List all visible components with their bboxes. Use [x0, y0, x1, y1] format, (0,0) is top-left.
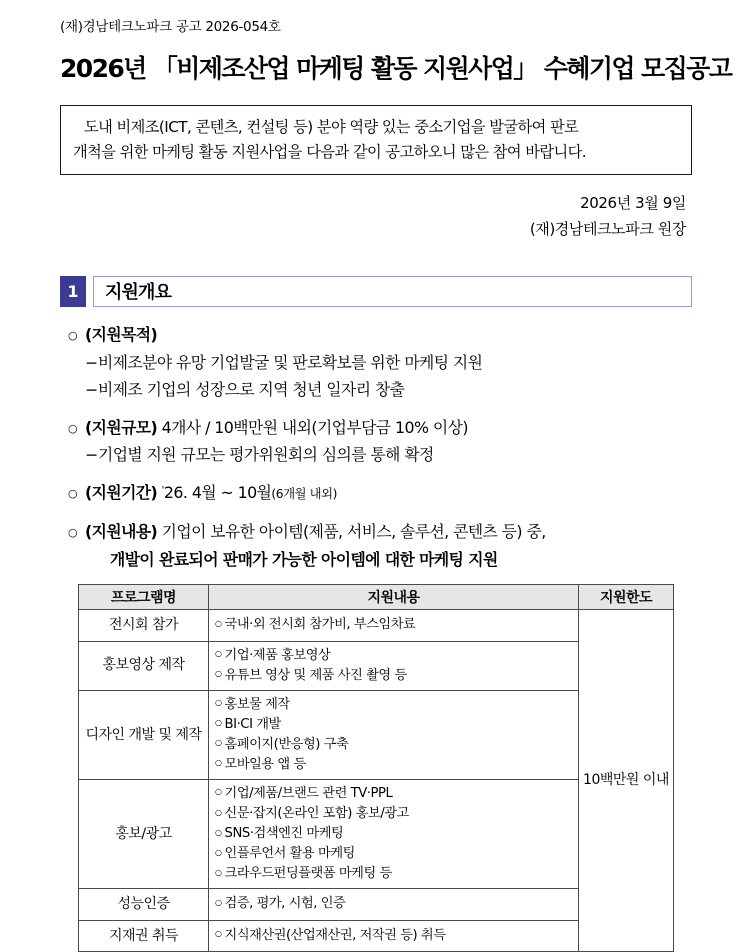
page-title: 2026년 「비제조산업 마케팅 활동 지원사업」 수혜기업 모집공고	[60, 53, 732, 83]
cell-program-name: 홍보영상 제작	[79, 641, 209, 690]
circle-bullet-icon: ○	[68, 328, 78, 342]
support-content-item: ○ 유튜브 영상 및 제품 사진 촬영 등	[215, 666, 576, 686]
circle-bullet-icon: ○	[68, 526, 78, 540]
intro-box	[60, 105, 692, 175]
period-text	[85, 481, 337, 506]
cell-support-limit: 10백만원 이내	[579, 610, 674, 952]
cell-support-content	[209, 641, 579, 690]
cell-support-content	[209, 779, 579, 888]
announcement-date: 2026년 3월 9일	[580, 194, 686, 213]
support-content-item: ○ BI·CI 개발	[215, 715, 576, 735]
cell-program-name: 디자인 개발 및 제작	[79, 690, 209, 779]
intro-line-1: 도내 비제조(ICT, 콘텐츠, 컨설팅 등) 분야 역량 있는 중소기업을 발굴하여 판로	[84, 117, 579, 136]
spacer	[60, 470, 692, 481]
purpose-item-1-text: 비제조분야 유망 기업발굴 및 판로확보를 위한 마케팅 지원	[98, 352, 483, 372]
bullet-period	[60, 481, 692, 506]
header-support-limit: 지원한도	[579, 585, 674, 610]
section-title-box	[93, 276, 692, 307]
header-support-content: 지원내용	[209, 585, 579, 610]
cell-support-content	[209, 889, 579, 920]
section-number-badge: 1	[60, 276, 86, 307]
period-note: (6개월 내외)	[271, 487, 338, 502]
support-content-item: ○ 인플루언서 활용 마케팅	[215, 844, 576, 864]
content-text	[85, 520, 546, 545]
scale-label: (지원규모)	[85, 417, 158, 437]
content-line-1: 기업이 보유한 아이템(제품, 서비스, 솔루션, 콘텐츠 등) 중,	[161, 522, 546, 542]
cell-support-content	[209, 610, 579, 641]
spacer	[60, 509, 692, 520]
dash-bullet-icon: −	[85, 446, 99, 465]
cell-program-name: 성능인증	[79, 889, 209, 920]
purpose-item-2-text: 비제조 기업의 성장으로 지역 청년 일자리 창출	[98, 379, 405, 399]
program-table	[78, 584, 674, 952]
scale-item-1	[60, 443, 692, 468]
support-content-item: ○ 국내·외 전시회 참가비, 부스임차료	[215, 615, 576, 635]
period-value: 26. 4월 ~ 10월	[163, 483, 272, 503]
support-content-item: ○ 크라우드펀딩플랫폼 마케팅 등	[215, 864, 576, 884]
purpose-label: (지원목적)	[85, 324, 158, 344]
support-content-item: ○ 기업/제품/브랜드 관련 TV·PPL	[215, 784, 576, 804]
cell-program-name: 지재권 취득	[79, 920, 209, 951]
section-header	[60, 276, 692, 307]
spacer	[60, 405, 692, 416]
signature-block	[60, 190, 692, 243]
period-label: (지원기간)	[85, 483, 158, 503]
support-content-item: ○ 검증, 평가, 시험, 인증	[215, 894, 576, 914]
program-table-wrapper	[60, 584, 692, 952]
document-number: (재)경남테크노파크 공고 2026-054호	[60, 19, 281, 35]
overview-bullet-list	[60, 323, 692, 574]
content-label: (지원내용)	[85, 522, 158, 542]
cell-program-name: 홍보/광고	[79, 779, 209, 888]
bullet-scale	[60, 416, 692, 441]
table-header-row	[79, 585, 674, 610]
support-content-item: ○ 홍보물 제작	[215, 695, 576, 715]
cell-support-content	[209, 690, 579, 779]
table-body	[79, 610, 674, 952]
issuer-name: (재)경남테크노파크 원장	[529, 220, 686, 239]
purpose-item-1	[60, 351, 692, 376]
header-program-name: 프로그램명	[79, 585, 209, 610]
table-row	[79, 610, 674, 641]
dash-bullet-icon: −	[85, 353, 99, 372]
support-content-item: ○ 지식재산권(산업재산권, 저작권 등) 취득	[215, 926, 576, 946]
scale-value: 4개사 / 10백만원 내외(기업부담금 10% 이상)	[161, 417, 468, 437]
content-line-2: 개발이 완료되어 판매가 가능한 아이템에 대한 마케팅 지원	[110, 550, 498, 570]
support-content-item: ○ 모바일용 앱 등	[215, 755, 576, 775]
bullet-purpose	[60, 323, 692, 348]
intro-line-2: 개척을 위한 마케팅 활동 지원사업을 다음과 같이 공고하오니 많은 참여 바랍니다.	[73, 142, 587, 161]
scale-item-1-text: 기업별 지원 규모는 평가위원회의 심의를 통해 확정	[98, 445, 434, 465]
support-content-item: ○ SNS·검색엔진 마케팅	[215, 824, 576, 844]
bullet-content	[60, 520, 692, 545]
period-year-mark: '	[161, 485, 164, 497]
support-content-item: ○ 신문·잡지(온라인 포함) 홍보/광고	[215, 804, 576, 824]
circle-bullet-icon: ○	[68, 421, 78, 435]
cell-program-name: 전시회 참가	[79, 610, 209, 641]
section-title: 지원개요	[105, 282, 171, 304]
dash-bullet-icon: −	[85, 380, 99, 399]
circle-bullet-icon: ○	[68, 487, 78, 501]
purpose-item-2	[60, 378, 692, 403]
scale-text	[85, 416, 468, 441]
support-content-item: ○ 기업·제품 홍보영상	[215, 646, 576, 666]
support-content-item: ○ 홈페이지(반응형) 구축	[215, 735, 576, 755]
cell-support-content	[209, 920, 579, 951]
